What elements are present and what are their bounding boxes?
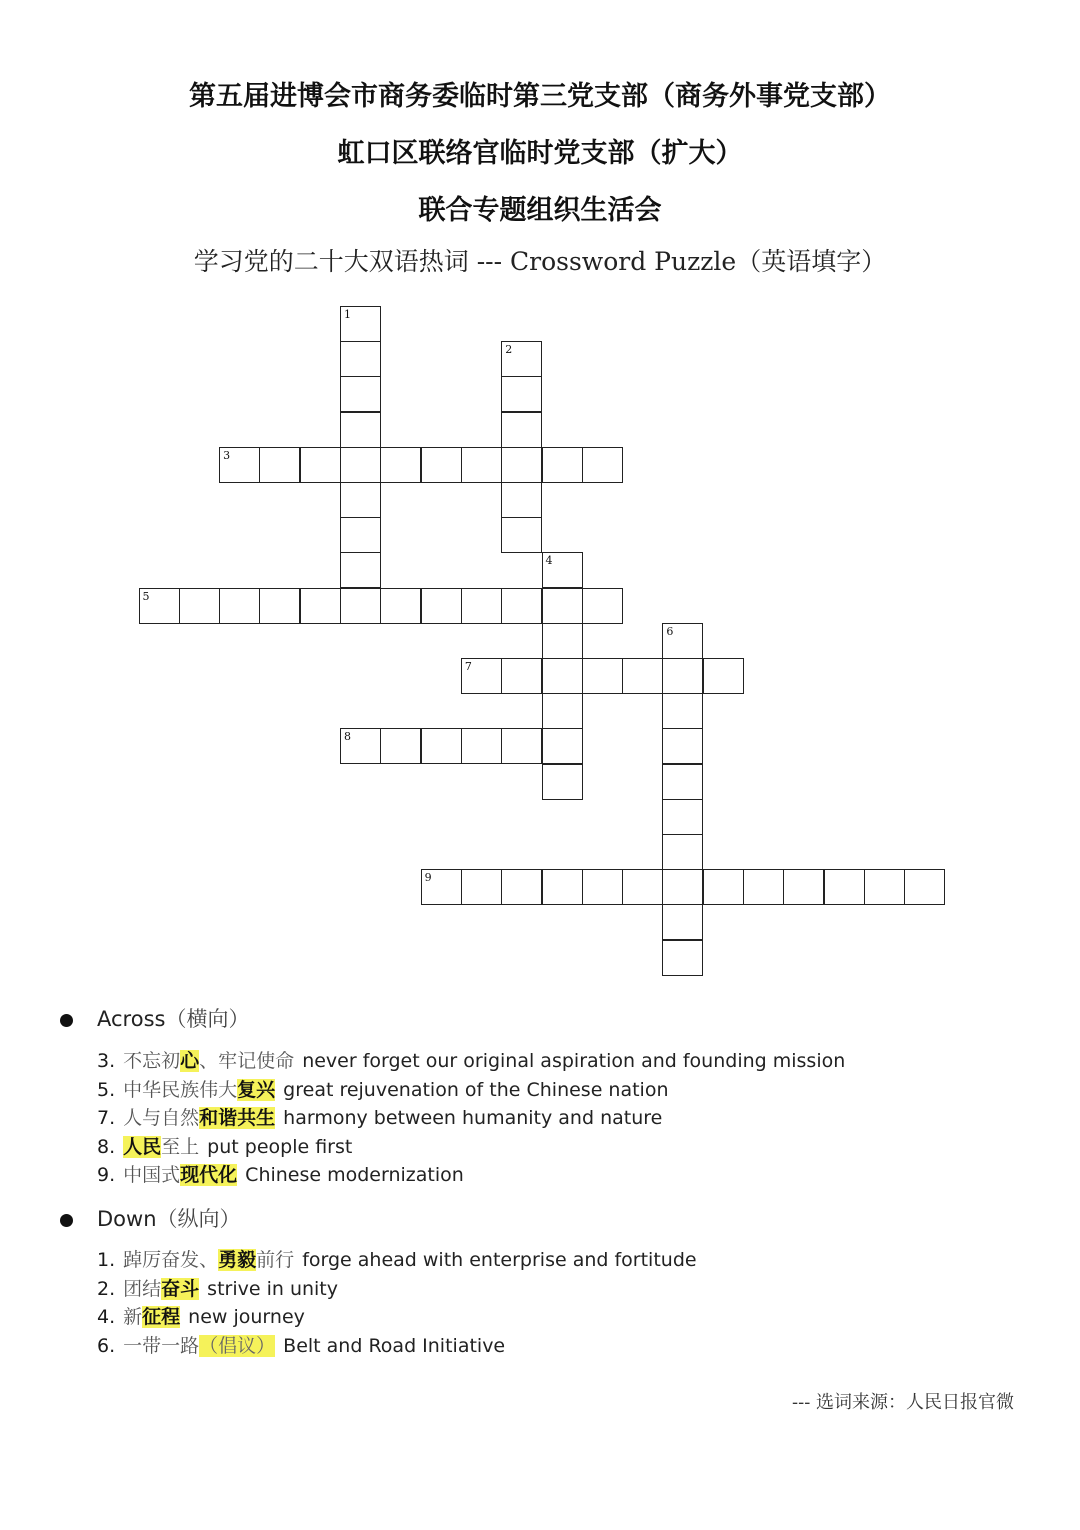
clue-highlight: 和谐共生 bbox=[199, 1107, 276, 1130]
clue-english: Chinese modernization bbox=[245, 1164, 464, 1187]
bullet-icon bbox=[60, 1014, 73, 1027]
grid-cell[interactable] bbox=[501, 658, 542, 694]
grid-cell[interactable] bbox=[864, 869, 905, 905]
clue-item bbox=[97, 1132, 352, 1159]
grid-cell[interactable] bbox=[259, 588, 300, 624]
grid-cell[interactable] bbox=[582, 869, 623, 905]
clue-english: put people first bbox=[207, 1135, 353, 1158]
clue-number: 9. bbox=[97, 1164, 116, 1187]
clue-number: 7 bbox=[464, 660, 472, 673]
grid-cell[interactable] bbox=[340, 412, 381, 448]
grid-cell[interactable] bbox=[461, 869, 502, 905]
grid-cell[interactable] bbox=[501, 869, 542, 905]
clue-number: 6 bbox=[666, 624, 674, 638]
clue-item bbox=[97, 1331, 505, 1358]
grid-cell[interactable] bbox=[622, 658, 663, 694]
clue-number: 2. bbox=[97, 1277, 116, 1300]
grid-cell[interactable] bbox=[622, 869, 663, 905]
grid-cell[interactable] bbox=[542, 588, 583, 624]
grid-cell[interactable] bbox=[582, 588, 623, 624]
grid-cell[interactable] bbox=[461, 658, 502, 694]
clue-highlight: 征程 bbox=[142, 1306, 181, 1329]
grid-cell[interactable] bbox=[139, 588, 180, 624]
grid-cell[interactable] bbox=[340, 376, 381, 412]
clue-chinese-prefix: 人与自然 bbox=[123, 1107, 200, 1130]
grid-cell[interactable] bbox=[461, 728, 502, 764]
clue-number: 5 bbox=[142, 589, 150, 603]
clue-number: 4 bbox=[545, 554, 553, 568]
grid-cell[interactable] bbox=[179, 588, 220, 624]
source-note: --- 选词来源：人民日报官微 bbox=[792, 1392, 1014, 1413]
clue-highlight: 心 bbox=[180, 1050, 200, 1072]
grid-cell[interactable] bbox=[542, 693, 583, 729]
puzzle-subtitle: 学习党的二十大双语热词 --- Crossword Puzzle（英语填字） bbox=[193, 247, 887, 276]
clue-chinese-prefix: 中国式 bbox=[123, 1164, 181, 1187]
grid-cell[interactable] bbox=[824, 869, 865, 905]
clue-chinese-suffix: 至上 bbox=[161, 1135, 200, 1158]
grid-cell[interactable] bbox=[501, 447, 542, 483]
clue-number: 1 bbox=[344, 308, 351, 321]
clue-chinese-prefix: 一带一路 bbox=[123, 1334, 200, 1357]
grid-cell[interactable] bbox=[501, 412, 542, 448]
clue-english: harmony between humanity and nature bbox=[283, 1107, 663, 1130]
grid-cell[interactable] bbox=[421, 447, 462, 483]
grid-cell[interactable] bbox=[703, 869, 744, 905]
grid-cell[interactable] bbox=[340, 341, 381, 377]
grid-cell[interactable] bbox=[662, 799, 703, 835]
clue-highlight: （倡议） bbox=[199, 1334, 276, 1357]
grid-cell[interactable] bbox=[421, 869, 462, 905]
grid-cell[interactable] bbox=[501, 482, 542, 518]
grid-cell[interactable] bbox=[501, 728, 542, 764]
grid-cell[interactable] bbox=[340, 517, 381, 553]
across-heading: Across（横向） bbox=[60, 1003, 249, 1033]
clue-number: 7. bbox=[97, 1107, 116, 1130]
grid-cell[interactable] bbox=[743, 869, 784, 905]
grid-cell[interactable] bbox=[542, 447, 583, 483]
clue-english: strive in unity bbox=[207, 1277, 339, 1300]
grid-cell[interactable] bbox=[703, 658, 744, 694]
clue-item bbox=[97, 1046, 845, 1073]
grid-cell[interactable] bbox=[259, 447, 300, 483]
clue-number: 1. bbox=[97, 1249, 116, 1271]
clue-number: 5. bbox=[97, 1078, 116, 1101]
grid-cell[interactable] bbox=[340, 728, 381, 764]
grid-cell[interactable] bbox=[542, 869, 583, 905]
clue-number: 3 bbox=[223, 448, 231, 462]
grid-cell[interactable] bbox=[582, 658, 623, 694]
clue-chinese-suffix: 前行 bbox=[256, 1249, 295, 1271]
grid-cell[interactable] bbox=[662, 658, 703, 694]
grid-cell[interactable] bbox=[300, 447, 341, 483]
clue-number: 4. bbox=[97, 1306, 116, 1329]
clue-highlight: 勇毅 bbox=[218, 1249, 257, 1271]
grid-cell[interactable] bbox=[380, 588, 421, 624]
grid-cell[interactable] bbox=[904, 869, 945, 905]
grid-cell[interactable] bbox=[219, 588, 260, 624]
clue-english: great rejuvenation of the Chinese nation bbox=[283, 1078, 669, 1101]
clue-item bbox=[97, 1274, 338, 1301]
clue-number: 2 bbox=[505, 343, 513, 357]
header-line-2: 虹口区联络官临时党支部（扩大） bbox=[337, 138, 743, 169]
grid-cell[interactable] bbox=[542, 658, 583, 694]
grid-cell[interactable] bbox=[340, 588, 381, 624]
grid-cell[interactable] bbox=[380, 447, 421, 483]
header-line-1: 第五届进博会市商务委临时第三党支部（商务外事党支部） bbox=[189, 81, 891, 112]
grid-cell[interactable] bbox=[461, 447, 502, 483]
clue-number: 8. bbox=[97, 1135, 116, 1158]
grid-cell[interactable] bbox=[340, 306, 381, 342]
clue-chinese-prefix: 不忘初 bbox=[123, 1050, 181, 1072]
grid-cell[interactable] bbox=[783, 869, 824, 905]
clue-english: forge ahead with enterprise and fortitude bbox=[302, 1249, 697, 1271]
grid-cell[interactable] bbox=[501, 517, 542, 553]
clue-chinese-prefix: 团结 bbox=[123, 1277, 162, 1300]
grid-cell[interactable] bbox=[542, 764, 583, 800]
grid-cell[interactable] bbox=[300, 588, 341, 624]
clue-highlight: 现代化 bbox=[180, 1164, 238, 1187]
clue-item bbox=[97, 1103, 662, 1130]
grid-cell[interactable] bbox=[501, 341, 542, 377]
grid-cell[interactable] bbox=[501, 376, 542, 412]
clue-english: never forget our original aspiration and founding mission bbox=[302, 1050, 846, 1072]
clue-chinese-prefix: 中华民族伟大 bbox=[123, 1078, 238, 1101]
grid-cell[interactable] bbox=[662, 728, 703, 764]
grid-cell[interactable] bbox=[582, 447, 623, 483]
bullet-icon bbox=[60, 1214, 73, 1227]
clue-number: 6. bbox=[97, 1334, 116, 1357]
grid-cell[interactable] bbox=[421, 588, 462, 624]
grid-cell[interactable] bbox=[219, 447, 260, 483]
clue-english: new journey bbox=[188, 1306, 305, 1329]
grid-cell[interactable] bbox=[662, 764, 703, 800]
down-heading: Down（纵向） bbox=[60, 1203, 241, 1233]
grid-cell[interactable] bbox=[662, 904, 703, 940]
clue-highlight: 复兴 bbox=[237, 1078, 276, 1101]
grid-cell[interactable] bbox=[662, 869, 703, 905]
grid-cell[interactable] bbox=[662, 693, 703, 729]
grid-cell[interactable] bbox=[542, 728, 583, 764]
clue-english: Belt and Road Initiative bbox=[283, 1334, 506, 1357]
clue-chinese-suffix: 、牢记使命 bbox=[199, 1050, 295, 1072]
clue-item bbox=[97, 1075, 669, 1102]
clue-item bbox=[97, 1245, 697, 1272]
grid-cell[interactable] bbox=[542, 623, 583, 659]
grid-cell[interactable] bbox=[340, 482, 381, 518]
clue-item bbox=[97, 1160, 464, 1187]
grid-cell[interactable] bbox=[662, 623, 703, 659]
grid-cell[interactable] bbox=[662, 834, 703, 870]
grid-cell[interactable] bbox=[501, 588, 542, 624]
header-line-3: 联合专题组织生活会 bbox=[418, 195, 662, 226]
grid-cell[interactable] bbox=[542, 552, 583, 588]
clue-chinese-prefix: 新 bbox=[123, 1306, 143, 1329]
clue-item bbox=[97, 1302, 305, 1329]
grid-cell[interactable] bbox=[380, 728, 421, 764]
clue-number: 3. bbox=[97, 1050, 116, 1072]
grid-cell[interactable] bbox=[340, 552, 381, 588]
grid-cell[interactable] bbox=[662, 940, 703, 976]
clue-chinese-prefix: 踔厉奋发、 bbox=[123, 1249, 219, 1271]
grid-cell[interactable] bbox=[421, 728, 462, 764]
grid-cell[interactable] bbox=[340, 447, 381, 483]
clue-number: 8 bbox=[344, 730, 351, 744]
clue-highlight: 人民 bbox=[123, 1135, 162, 1158]
clue-highlight: 奋斗 bbox=[161, 1277, 200, 1300]
clue-number: 9 bbox=[424, 871, 432, 885]
grid-cell[interactable] bbox=[461, 588, 502, 624]
